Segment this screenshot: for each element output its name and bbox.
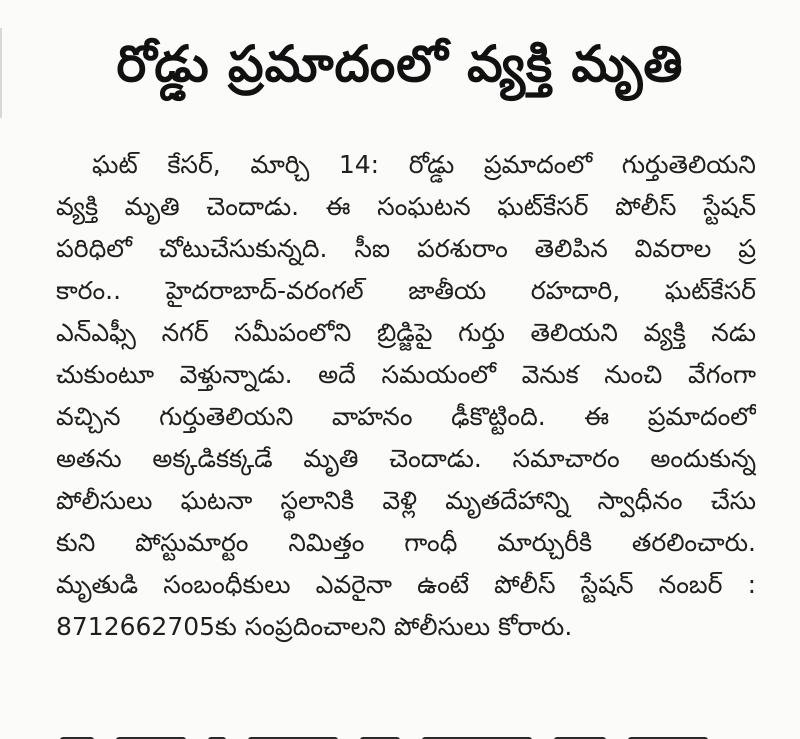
- article-body: [56, 144, 756, 648]
- article-line: ఘట్ కేసర్, మార్చి 14: రోడ్డు ప్రమాదంలో గుర్తుతెలియని: [92, 150, 756, 179]
- article-line: ఎన్ఎఫ్సీ నగర్ సమీపంలోని బ్రిడ్జిపై గుర్తు తెలియని వ్యక్తి నడు: [56, 318, 756, 347]
- article-line: చుకుంటూ వెళ్తున్నాడు. అదే సమయంలో వెనుక నుంచి వేగంగా: [56, 360, 756, 389]
- next-article-cut-text: [60, 728, 750, 739]
- article-headline: రోడ్డు ప్రమాదంలో వ్యక్తి మృతి: [116, 35, 684, 93]
- article-line: పరిధిలో చోటుచేసుకున్నది. సీఐ పరశురాం తెలిపిన వివరాల ప్ర: [56, 234, 756, 263]
- article-line: వచ్చిన గుర్తుతెలియని వాహనం ఢీకొట్టింది. ఈ ప్రమాదంలో: [56, 402, 756, 431]
- article-line: పోలీసులు ఘటనా స్థలానికి వెళ్లి మృతదేహాన్ని స్వాధీనం చేసు: [56, 486, 756, 515]
- article-line: వ్యక్తి మృతి చెందాడు. ఈ సంఘటన ఘట్‌కేసర్ పోలీస్ స్టేషన్: [56, 192, 756, 221]
- article-line: మృతుడి సంబంధీకులు ఎవరైనా ఉంటే పోలీస్ స్టేషన్ నంబర్ :: [56, 570, 756, 599]
- article-line: 8712662705కు సంప్రదించాలని పోలీసులు కోరారు.: [56, 612, 573, 641]
- article-line: కుని పోస్టుమార్టం నిమిత్తం గాంధీ మార్చురీకి తరలించారు.: [56, 528, 756, 557]
- article-line: కారం.. హైదరాబాద్-వరంగల్ జాతీయ రహదారి, ఘట్‌కేసర్: [56, 276, 756, 305]
- article-line: అతను అక్కడికక్కడే మృతి చెందాడు. సమాచారం అందుకున్న: [56, 444, 756, 473]
